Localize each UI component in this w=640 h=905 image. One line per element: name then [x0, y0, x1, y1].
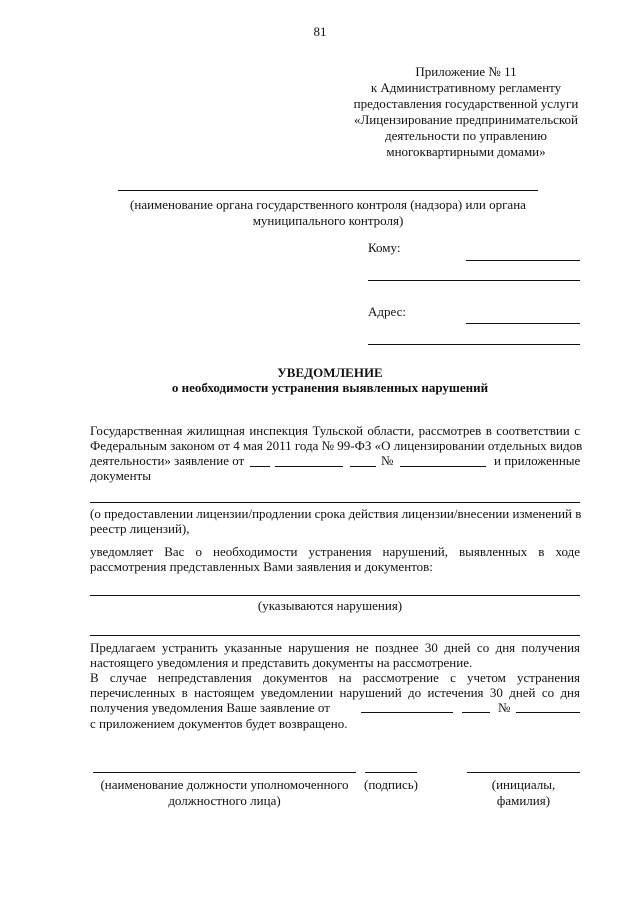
appendix-line: к Административному регламенту	[370, 80, 562, 95]
initials-caption: (инициалы,	[491, 777, 556, 792]
signature-caption: (подпись)	[364, 777, 418, 792]
application-type-caption: реестр лицензий),	[90, 521, 190, 536]
application-type-caption: (о предоставлении лицензии/продлении срока действия лицензии/внесении изменений в	[90, 506, 582, 521]
address-field-line2[interactable]	[368, 344, 580, 345]
appendix-line: предоставления государственной услуги	[353, 96, 579, 111]
to-field-line2[interactable]	[368, 280, 580, 281]
body-line: настоящего уведомления и представить документы на рассмотрение.	[90, 655, 473, 670]
body-line: Федеральным законом от 4 мая 2011 года № 99-ФЗ «О лицензировании отдельных видов	[90, 438, 583, 453]
application-date-year-field[interactable]	[350, 466, 376, 467]
appendix-line: Приложение № 11	[415, 64, 517, 79]
document-title: УВЕДОМЛЕНИЕ	[277, 365, 383, 380]
authority-name-field[interactable]	[118, 190, 538, 191]
document-subtitle: о необходимости устранения выявленных нарушений	[171, 380, 489, 395]
position-caption: (наименование должности уполномоченного	[100, 777, 349, 792]
violations-field[interactable]	[90, 595, 580, 596]
appendix-line: многоквартирными домами»	[386, 144, 546, 159]
address-field[interactable]	[466, 323, 580, 324]
statement-date-field[interactable]	[361, 712, 453, 713]
number-sign: №	[381, 453, 394, 468]
authority-caption: (наименование органа государственного контроля (надзора) или органа	[130, 197, 526, 212]
body-line: перечисленных в настоящем уведомлении нарушений до истечения 30 дней со дня	[90, 685, 580, 700]
signature-field[interactable]	[365, 772, 417, 773]
body-line: уведомляет Вас о необходимости устранения нарушений, выявленных в ходе	[90, 544, 580, 559]
violations-caption: (указываются нарушения)	[257, 598, 403, 613]
statement-year-field[interactable]	[462, 712, 490, 713]
appendix-block	[336, 64, 596, 160]
body-line: рассмотрения представленных Вами заявления и документов:	[90, 559, 433, 574]
body-line: В случае непредставления документов на рассмотрение с учетом устранения	[90, 670, 580, 685]
body-line: документы	[90, 468, 151, 483]
page-number: 81	[313, 24, 327, 39]
application-number-field[interactable]	[400, 466, 486, 467]
to-field[interactable]	[466, 260, 580, 261]
violations-field-line2[interactable]	[90, 635, 580, 636]
body-line: и приложенные	[494, 453, 581, 468]
application-date-day-field[interactable]	[250, 466, 270, 467]
appendix-line: «Лицензирование предпринимательской	[353, 112, 579, 127]
body-line: с приложением документов будет возвращено.	[90, 716, 348, 731]
position-field[interactable]	[93, 772, 356, 773]
initials-caption: фамилия)	[496, 793, 551, 808]
body-line: деятельности» заявление от	[90, 453, 245, 468]
statement-number-field[interactable]	[516, 712, 580, 713]
body-line: Предлагаем устранить указанные нарушения не позднее 30 дней со дня получения	[90, 640, 580, 655]
body-line: получения уведомления Ваше заявление от	[90, 700, 330, 715]
initials-field[interactable]	[467, 772, 580, 773]
appendix-line: деятельности по управлению	[385, 128, 547, 143]
address-label: Адрес:	[368, 304, 406, 319]
position-caption: должностного лица)	[168, 793, 281, 808]
application-type-field[interactable]	[90, 502, 580, 503]
number-sign: №	[498, 700, 511, 715]
authority-caption: муниципального контроля)	[252, 213, 404, 228]
body-line: Государственная жилищная инспекция Тульской области, рассмотрев в соответствии с	[90, 423, 580, 438]
to-label: Кому:	[368, 240, 401, 255]
application-date-month-field[interactable]	[275, 466, 343, 467]
